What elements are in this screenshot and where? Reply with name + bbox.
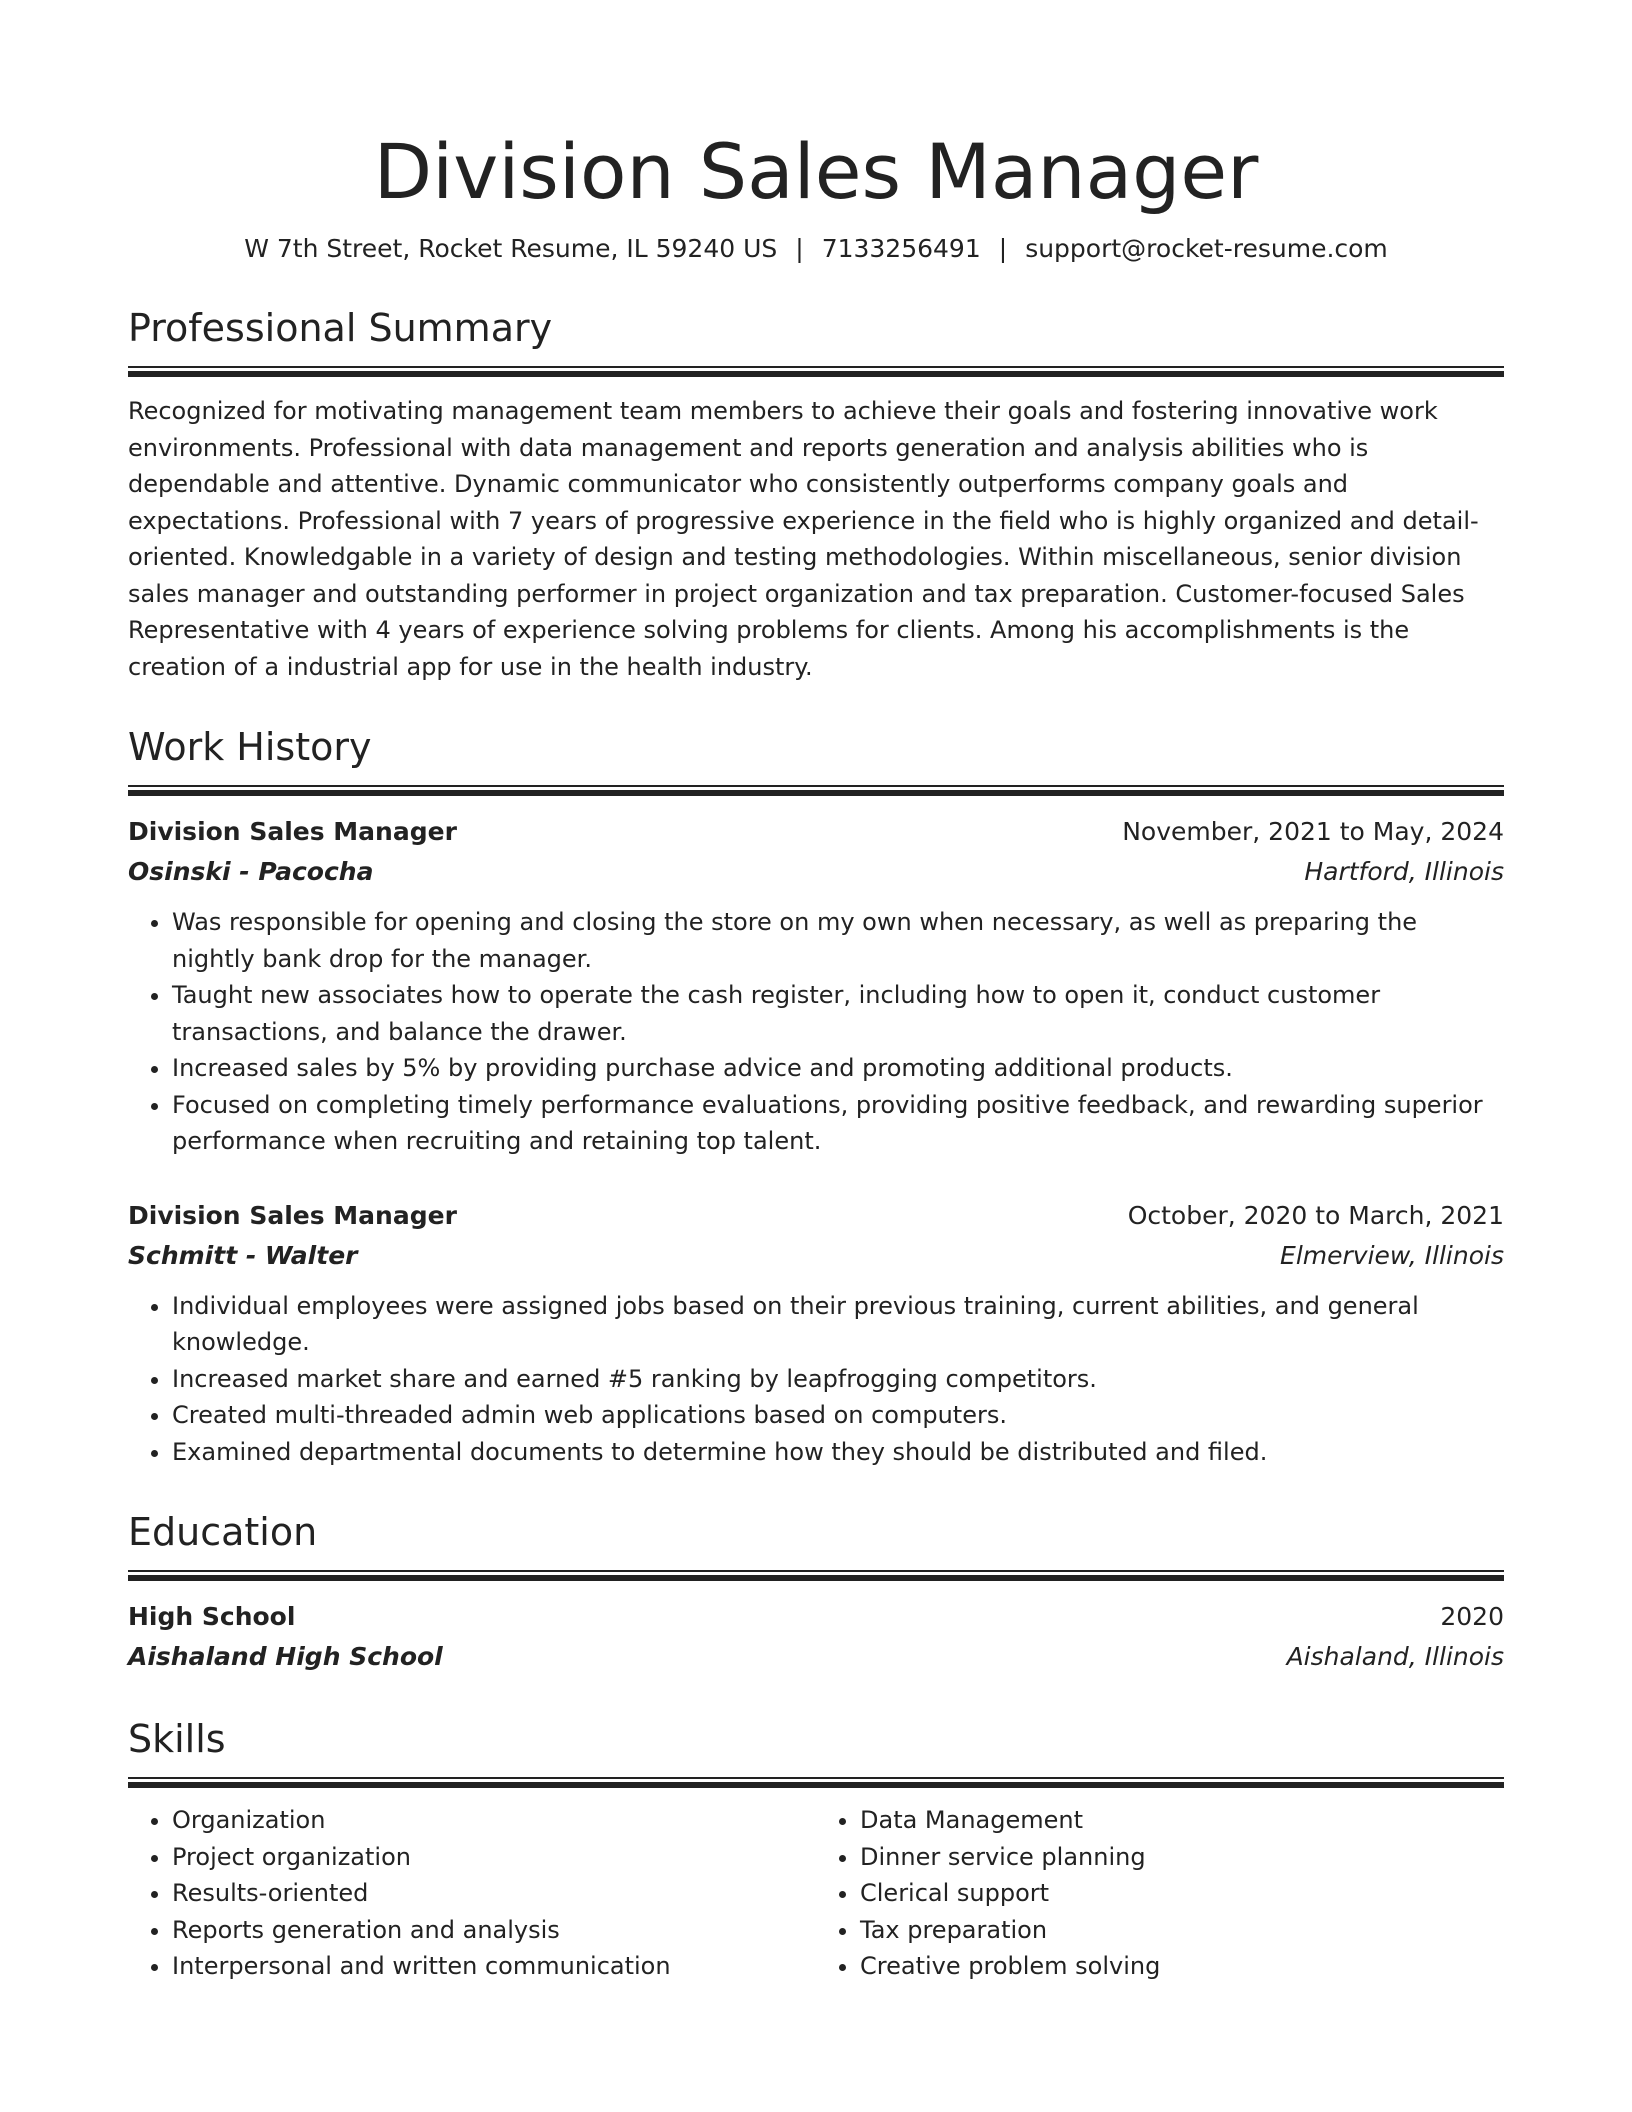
education-header-row (128, 1597, 1504, 1637)
job-title: Division Sales Manager (128, 817, 457, 846)
skill-item: • Reports generation and analysis (172, 1912, 816, 1949)
summary-section (128, 304, 1504, 685)
education-degree: High School (128, 1602, 296, 1631)
job-entry (128, 1196, 1504, 1471)
contact-address: W 7th Street, Rocket Resume, IL 59240 US (244, 234, 778, 263)
job-bullet: • Increased market share and earned #5 ranking by leapfrogging competitors. (172, 1361, 1504, 1398)
contact-separator: | (795, 234, 804, 263)
skill-item: • Creative problem solving (860, 1948, 1504, 1985)
job-company-row (128, 1236, 1504, 1276)
job-bullets (128, 904, 1504, 1160)
job-entry (128, 812, 1504, 1160)
job-bullet: • Increased sales by 5% by providing purchase advice and promoting additional products. (172, 1050, 1504, 1087)
skill-item: • Project organization (172, 1839, 816, 1876)
education-location: Aishaland, Illinois (1286, 1642, 1504, 1671)
skills-columns (128, 1802, 1504, 1985)
education-school-row (128, 1637, 1504, 1677)
section-title-education: Education (128, 1510, 318, 1554)
job-dates: November, 2021 to May, 2024 (1122, 817, 1504, 846)
job-title: Division Sales Manager (128, 1200, 457, 1230)
job-bullet: • Taught new associates how to operate the cash register, including how to open it, conduct customer transactions, and balance the drawer. (172, 977, 1504, 1050)
contact-email: support@rocket-resume.com (1025, 234, 1388, 263)
section-divider (128, 785, 1504, 796)
skill-item: • Interpersonal and written communication (172, 1948, 816, 1985)
education-section (128, 1508, 1504, 1677)
contact-separator: | (998, 234, 1008, 263)
section-divider (128, 1570, 1504, 1581)
job-company: Schmitt - Walter (128, 1240, 358, 1270)
skills-section (128, 1715, 1504, 1985)
resume-name: Division Sales Manager (373, 127, 1259, 216)
job-bullet: • Examined departmental documents to determine how they should be distributed and filed. (172, 1434, 1504, 1471)
summary-text: Recognized for motivating management team members to achieve their goals and fostering innovative work environments. Professional with data management and reports generation and analysis abilities who is dependable and attentive. Dynamic communicator who consistently outperforms company goals and expectations. Professional with 7 years of progressive experience in the field who is highly organized and detail-oriented. Knowledgable in a variety of design and testing methodologies. Within miscellaneous, senior division sales manager and outstanding performer in project organization and tax preparation. Customer-focused Sales Representative with 4 years of experience solving problems for clients. Among his accomplishments is the creation of a industrial app for use in the health industry. (128, 397, 1479, 681)
education-entry (128, 1597, 1504, 1677)
section-title-work-history: Work History (128, 725, 372, 769)
job-company-row (128, 852, 1504, 892)
skill-item: • Clerical support (860, 1875, 1504, 1912)
job-location: Elmerview, Illinois (1280, 1240, 1504, 1270)
job-header-row (128, 1196, 1504, 1236)
skill-item: • Organization (172, 1802, 816, 1839)
section-divider (128, 366, 1504, 377)
section-title-summary: Professional Summary (128, 306, 553, 350)
section-divider (128, 1777, 1504, 1788)
skill-item: • Data Management (860, 1802, 1504, 1839)
contact-phone: 7133256491 (821, 234, 981, 263)
skills-list-left (128, 1802, 816, 1985)
job-bullets (128, 1288, 1504, 1471)
skills-list-right (816, 1802, 1504, 1985)
contact-line (128, 232, 1504, 266)
skill-item: • Dinner service planning (860, 1839, 1504, 1876)
education-school: Aishaland High School (128, 1642, 443, 1671)
job-bullet: • Was responsible for opening and closing the store on my own when necessary, as well as preparing the nightly bank drop for the manager. (172, 904, 1504, 977)
skill-item: • Results-oriented (172, 1875, 816, 1912)
job-location: Hartford, Illinois (1304, 857, 1504, 886)
job-company: Osinski - Pacocha (128, 857, 374, 886)
education-year: 2020 (1440, 1602, 1504, 1631)
job-bullet: • Focused on completing timely performance evaluations, providing positive feedback, and rewarding superior performance when recruiting and retaining top talent. (172, 1087, 1504, 1160)
job-bullet: • Individual employees were assigned jobs based on their previous training, current abilities, and general knowledge. (172, 1288, 1504, 1361)
job-dates: October, 2020 to March, 2021 (1127, 1200, 1504, 1230)
job-header-row (128, 812, 1504, 852)
work-history-section (128, 723, 1504, 1470)
skill-item: • Tax preparation (860, 1912, 1504, 1949)
job-bullet: • Created multi-threaded admin web applications based on computers. (172, 1397, 1504, 1434)
section-title-skills: Skills (128, 1717, 226, 1761)
